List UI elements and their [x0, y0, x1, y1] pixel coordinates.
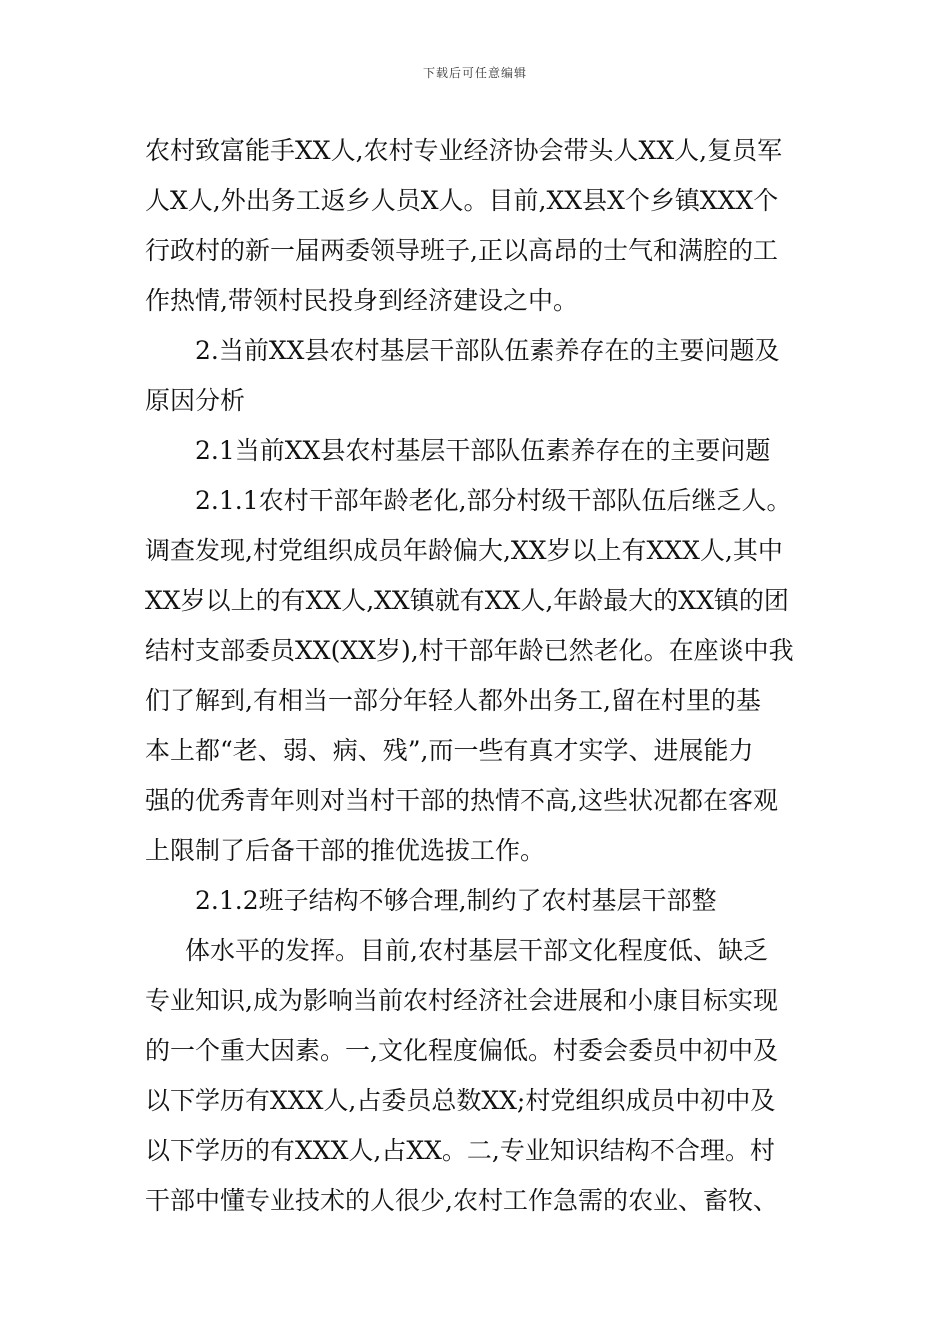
text-line: 强的优秀青年则对当村干部的热情不高,这些状况都在客观: [145, 786, 778, 815]
text-line: 行政村的新一届两委领导班子,正以高昂的士气和满腔的工: [145, 236, 778, 265]
text-line: 上限制了后备干部的推优选拔工作。: [145, 836, 546, 865]
section-heading-2-1-1: 2.1.1农村干部年龄老化,部分村级干部队伍后继乏人。: [195, 486, 792, 515]
text-line: 原因分析: [145, 386, 246, 415]
text-line: 调查发现,村党组织成员年龄偏大,XX岁以上有XXX人,其中: [145, 536, 783, 565]
section-heading-2-1-2: 2.1.2班子结构不够合理,制约了农村基层干部整: [195, 886, 717, 915]
text-line: 们了解到,有相当一部分年轻人都外出务工,留在村里的基: [145, 686, 761, 715]
text-line: 农村致富能手XX人,农村专业经济协会带头人XX人,复员军: [145, 136, 783, 165]
text-line: 作热情,带领村民投身到经济建设之中。: [145, 286, 578, 315]
text-line: 的一个重大因素。一,文化程度偏低。村委会委员中初中及: [145, 1036, 778, 1065]
text-line: 本上都“老、弱、病、残”,而一些有真才实学、进展能力: [145, 736, 754, 765]
text-line: 干部中懂专业技术的人很少,农村工作急需的农业、畜牧、: [145, 1186, 778, 1215]
text-line: 专业知识,成为影响当前农村经济社会进展和小康目标实现: [145, 986, 778, 1015]
text-line: 以下学历的有XXX人,占XX。二,专业知识结构不合理。村: [145, 1136, 775, 1165]
section-heading-2-1: 2.1当前XX县农村基层干部队伍素养存在的主要问题: [195, 436, 771, 465]
text-line: 人X人,外出务工返乡人员X人。目前,XX县X个乡镇XXX个: [145, 186, 779, 215]
text-line: 结村支部委员XX(XX岁),村干部年龄已然老化。在座谈中我: [145, 636, 794, 665]
page-header: 下载后可任意编辑: [422, 66, 527, 80]
section-heading-2: 2.当前XX县农村基层干部队伍素养存在的主要问题及: [195, 336, 780, 365]
text-line: XX岁以上的有XX人,XX镇就有XX人,年龄最大的XX镇的团: [145, 586, 789, 615]
text-line: 体水平的发挥。目前,农村基层干部文化程度低、缺乏: [185, 936, 768, 965]
text-line: 以下学历有XXX人,占委员总数XX;村党组织成员中初中及: [145, 1086, 776, 1115]
body-text: [145, 126, 825, 1226]
